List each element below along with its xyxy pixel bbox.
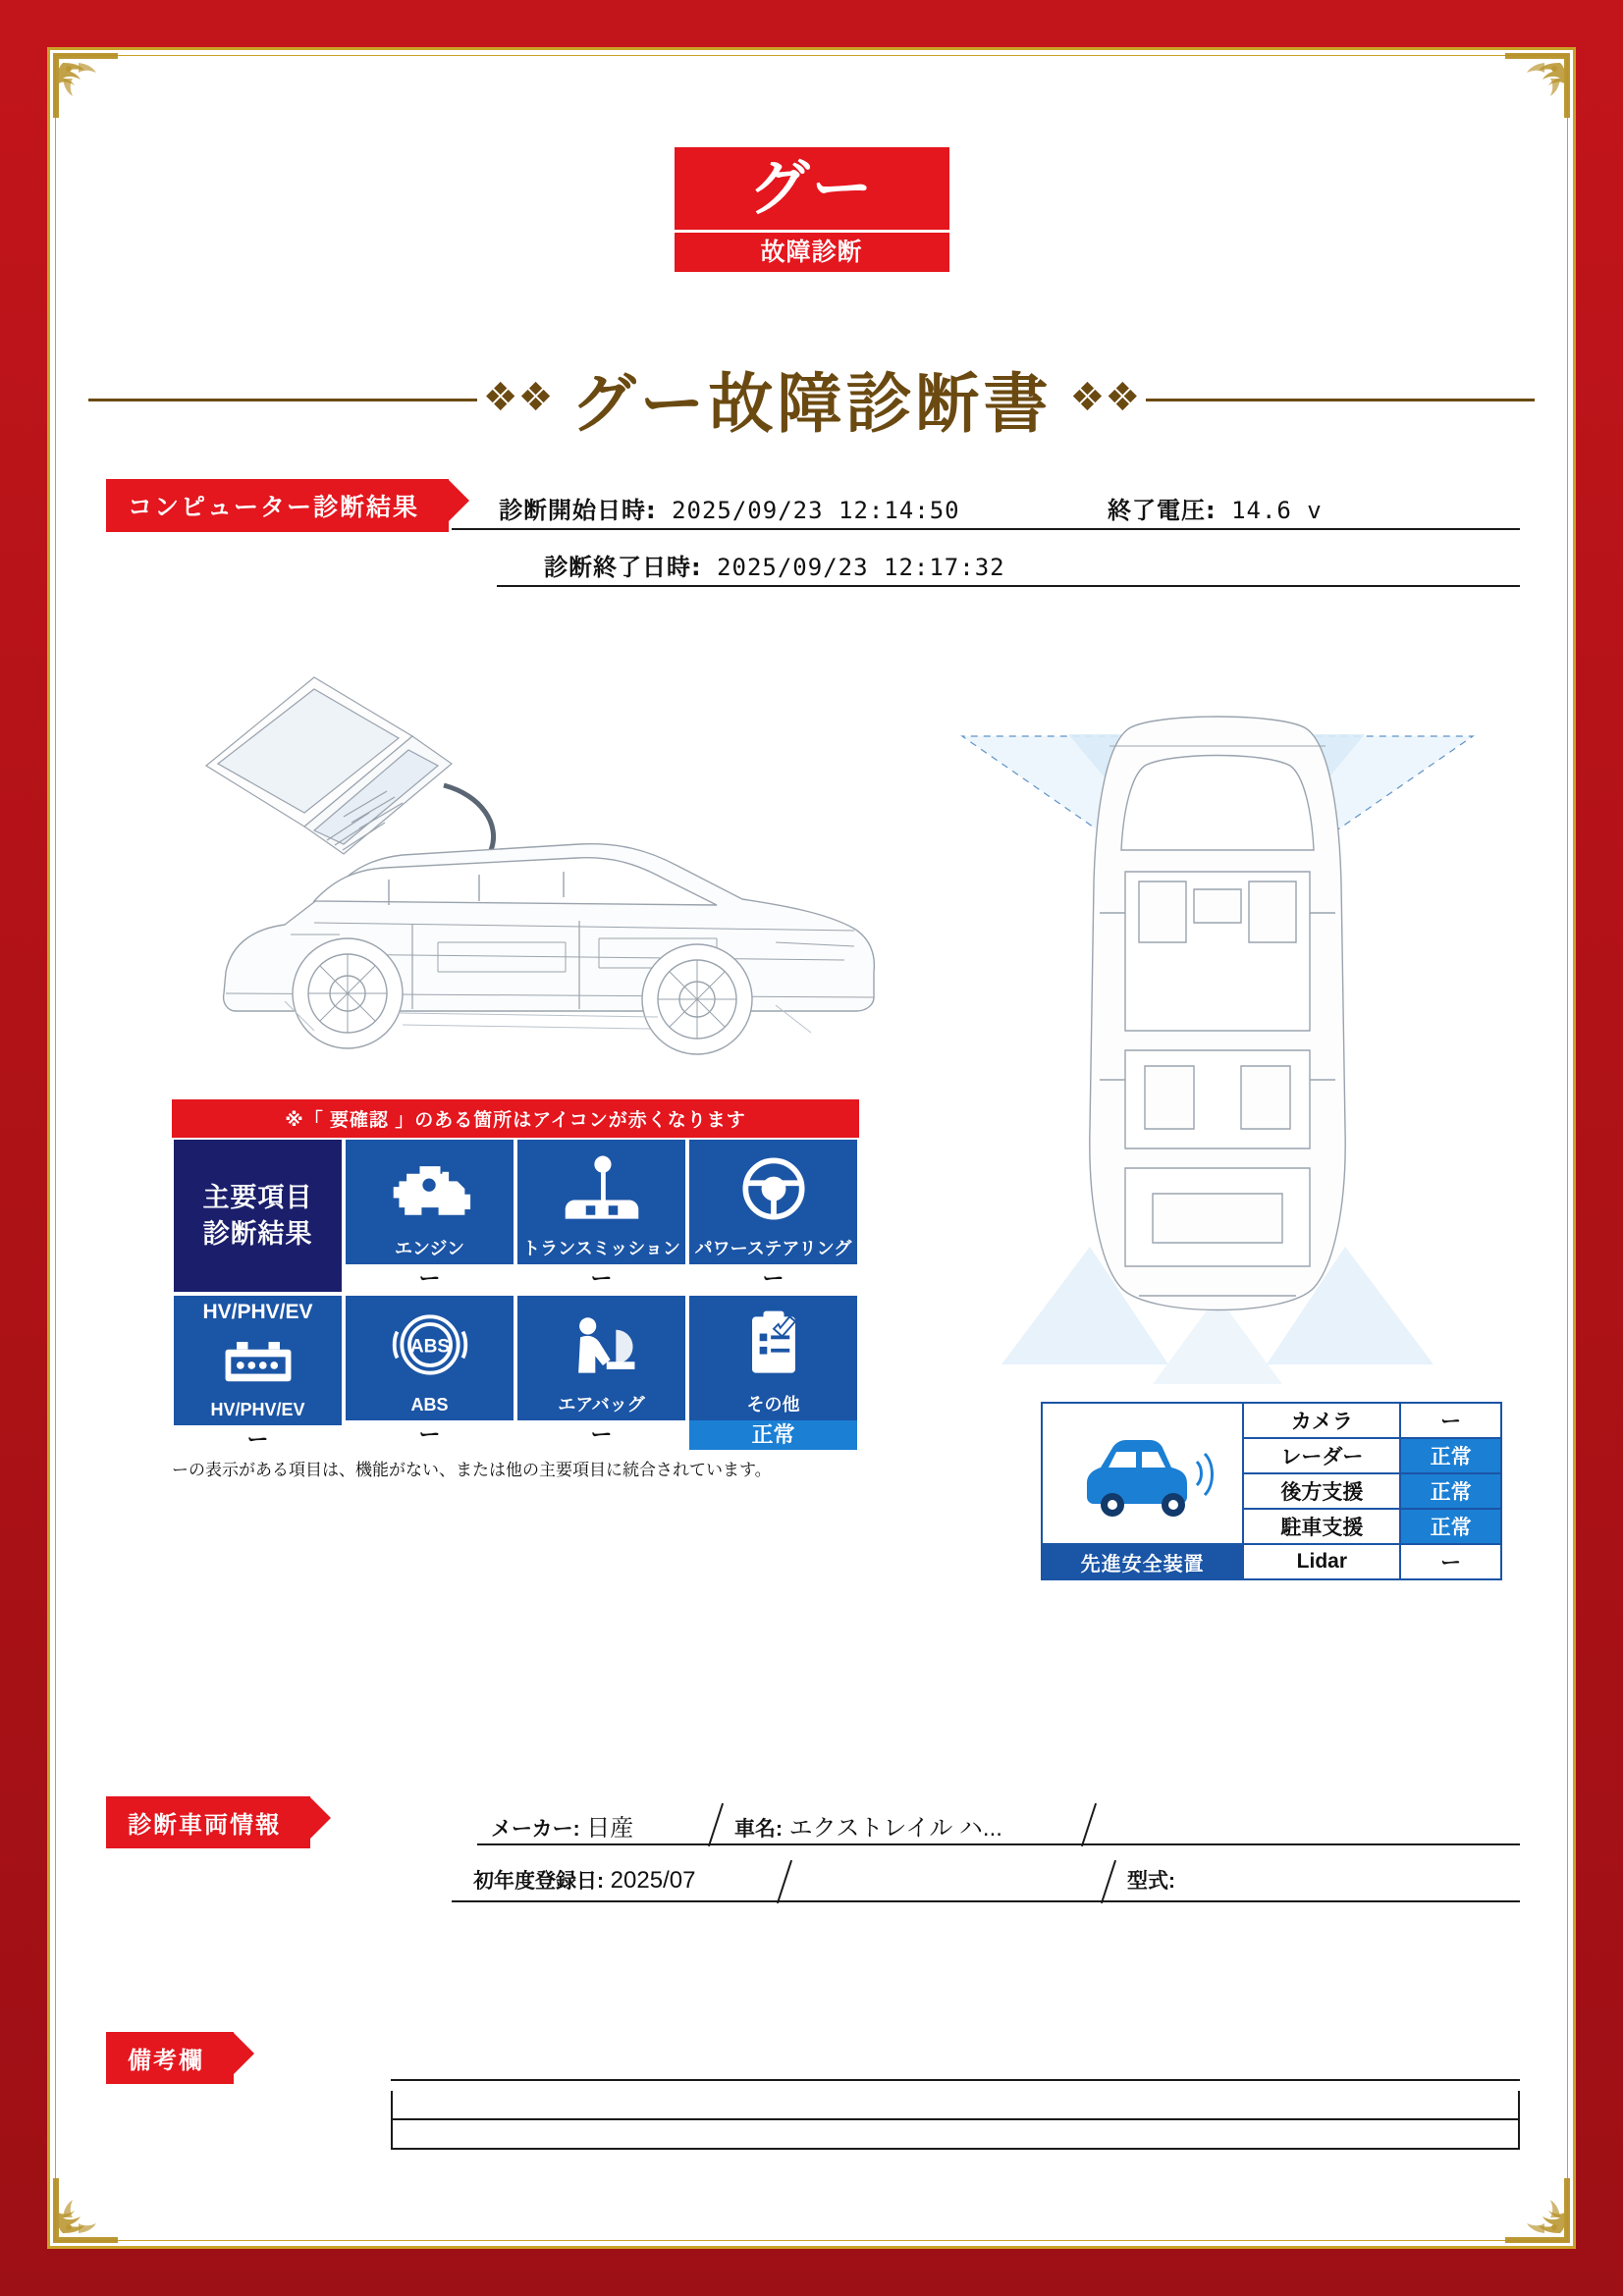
diagnosis-end-value: 2025/09/23 12:17:32: [717, 554, 1005, 581]
adas-value-parking-support: 正常: [1400, 1509, 1501, 1544]
vehicle-name-label: 車名:: [734, 1818, 783, 1841]
item-hv-header: HV/PHV/EV: [174, 1296, 342, 1330]
vehicle-model-code-label: 型式:: [1127, 1870, 1175, 1893]
remarks-section: [106, 2032, 1520, 2084]
transmission-icon: [517, 1140, 685, 1238]
title-rule-right: [1146, 399, 1535, 401]
diagnosis-rule-1: [452, 528, 1520, 530]
diagnosis-start: [499, 491, 960, 525]
diagnosis-voltage-label: 終了電圧:: [1108, 497, 1217, 524]
svg-text:ABS: ABS: [409, 1336, 450, 1358]
vehicle-first-registration: [473, 1865, 695, 1895]
main-items-title-line2: 診断結果: [202, 1218, 313, 1249]
steering-icon: [689, 1140, 857, 1238]
page-title: [59, 353, 1564, 442]
vehicle-name-value: エクストレイル ハ...: [788, 1815, 1002, 1842]
table-row: [1042, 1544, 1501, 1579]
remarks-rule: [391, 2079, 1520, 2081]
item-transmission-value: ー: [517, 1262, 685, 1294]
table-row: [1042, 1403, 1501, 1438]
section-label-computer-diagnosis: コンピューター診断結果: [106, 479, 449, 532]
engine-icon: [346, 1140, 514, 1238]
adas-value-rear-support: 正常: [1400, 1473, 1501, 1509]
title-ornament-icon: ❖❖: [482, 376, 554, 419]
item-engine: [344, 1138, 515, 1294]
vehicle-name: [734, 1808, 1002, 1842]
abs-icon: [346, 1296, 514, 1394]
item-hv-phv-ev: [172, 1294, 344, 1450]
vehicle-info-section: [106, 1796, 1520, 1924]
report-content: [59, 59, 1564, 2237]
vehicle-info-divider: [708, 1803, 724, 1846]
vehicle-model-code: [1127, 1865, 1175, 1895]
battery-icon: [174, 1330, 342, 1399]
logo-mark: グー: [675, 147, 949, 230]
item-transmission: [515, 1138, 687, 1294]
item-other-label: その他: [689, 1394, 857, 1418]
adas-label-lidar: Lidar: [1243, 1544, 1400, 1579]
vehicle-first-registration-label: 初年度登録日:: [473, 1870, 604, 1893]
adas-label-parking-support: 駐車支援: [1243, 1509, 1400, 1544]
item-hv-value: ー: [174, 1423, 342, 1455]
vehicle-maker: [491, 1808, 633, 1842]
adas-car-icon: [1042, 1403, 1243, 1544]
page-title-text: グー故障診断書: [570, 365, 1053, 442]
title-ornament-icon: ❖❖: [1069, 376, 1141, 419]
diagnosis-start-label: 診断開始日時:: [499, 497, 657, 524]
adas-value-lidar: ー: [1400, 1544, 1501, 1579]
item-airbag: [515, 1294, 687, 1450]
item-other-value: 正常: [689, 1418, 857, 1450]
adas-table: [1041, 1402, 1502, 1580]
airbag-icon: [517, 1296, 685, 1394]
remarks-box: [391, 2091, 1520, 2150]
adas-value-camera: ー: [1400, 1403, 1501, 1438]
vehicle-info-rule-1: [477, 1843, 1520, 1845]
item-abs: [344, 1294, 515, 1450]
diagnosis-voltage: [1108, 491, 1323, 525]
item-hv-label: HV/PHV/EV: [174, 1399, 342, 1423]
item-power-steering-value: ー: [689, 1262, 857, 1294]
vehicle-maker-label: メーカー:: [491, 1818, 580, 1841]
diagnosis-voltage-value: 14.6 v: [1231, 497, 1323, 524]
adas-value-radar: 正常: [1400, 1438, 1501, 1473]
adas-section-title: 先進安全装置: [1042, 1544, 1243, 1579]
main-items-table: [172, 1099, 859, 1480]
diagnosis-end-label: 診断終了日時:: [544, 554, 702, 581]
vehicle-info-divider: [1101, 1860, 1116, 1903]
adas-label-rear-support: 後方支援: [1243, 1473, 1400, 1509]
main-items-footnote: ーの表示がある項目は、機能がない、または他の主要項目に統合されています。: [172, 1461, 772, 1479]
item-abs-label: ABS: [346, 1394, 514, 1418]
clipboard-icon: [689, 1296, 857, 1394]
adas-label-camera: カメラ: [1243, 1403, 1400, 1438]
main-items-title: [172, 1138, 344, 1294]
laptop-car-illustration: [167, 648, 933, 1119]
adas-label-radar: レーダー: [1243, 1438, 1400, 1473]
main-items-grid: [172, 1138, 859, 1450]
main-items-note: ※「 要確認 」のある箇所はアイコンが赤くなります: [172, 1099, 859, 1138]
item-other: [687, 1294, 859, 1450]
section-label-remarks: 備考欄: [106, 2032, 234, 2084]
diagnosis-end: [544, 548, 1005, 582]
item-airbag-value: ー: [517, 1418, 685, 1450]
item-power-steering-label: パワーステアリング: [689, 1238, 857, 1262]
logo-subtitle: 故障診断: [675, 233, 949, 272]
main-items-title-line1: 主要項目: [202, 1183, 313, 1213]
vehicle-info-rule-2: [452, 1900, 1520, 1902]
item-engine-label: エンジン: [346, 1238, 514, 1262]
section-label-vehicle-info: 診断車両情報: [106, 1796, 310, 1848]
item-power-steering: [687, 1138, 859, 1294]
item-engine-value: ー: [346, 1262, 514, 1294]
item-airbag-label: エアバッグ: [517, 1394, 685, 1418]
vehicle-maker-value: 日産: [586, 1815, 634, 1842]
goo-logo: [675, 147, 949, 272]
item-abs-value: ー: [346, 1418, 514, 1450]
title-rule-left: [88, 399, 477, 401]
diagnosis-start-value: 2025/09/23 12:14:50: [672, 497, 960, 524]
vehicle-first-registration-value: 2025/07: [610, 1867, 696, 1894]
diagnosis-rule-2: [497, 585, 1520, 587]
computer-diagnosis-header: [106, 479, 1520, 587]
item-transmission-label: トランスミッション: [517, 1238, 685, 1262]
adas-sensor-illustration: [943, 618, 1492, 1384]
vehicle-info-divider: [777, 1860, 792, 1903]
vehicle-info-divider: [1081, 1803, 1097, 1846]
